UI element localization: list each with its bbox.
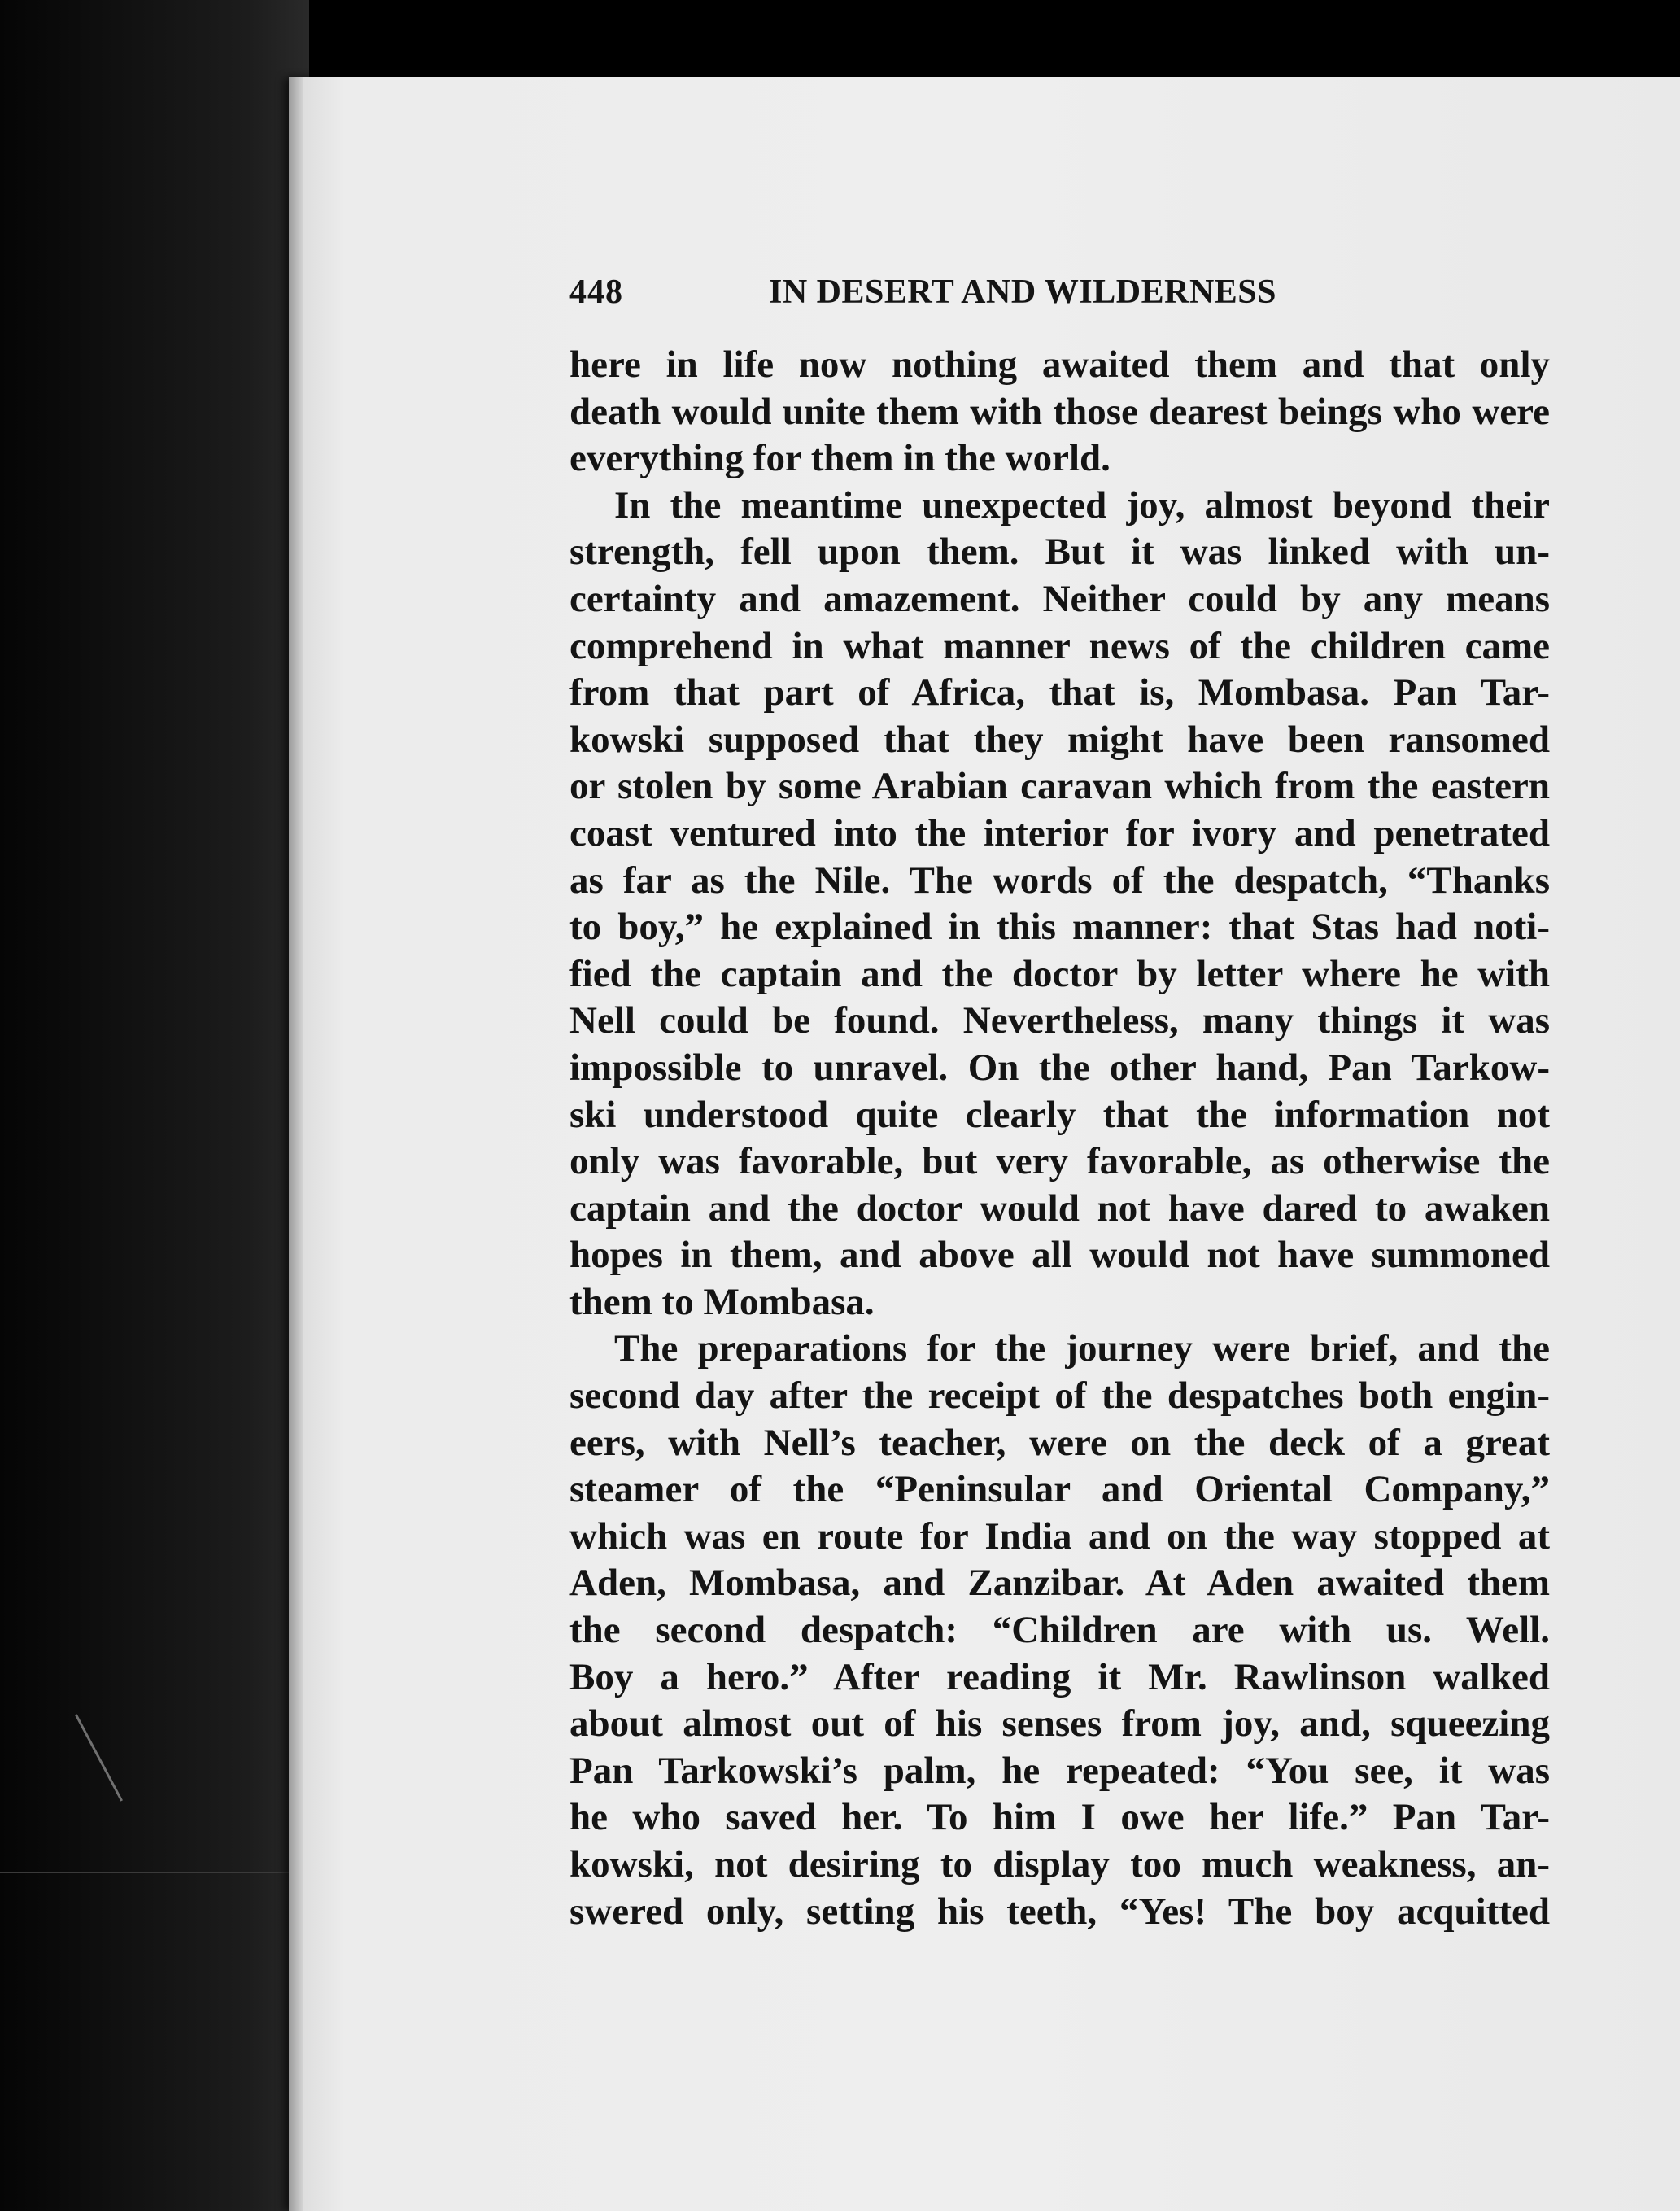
- text-line: Pan Tarkowski’s palm, he repeated: “You see, it was: [569, 1749, 1550, 1792]
- text-line: the second despatch: “Children are with us. Well.: [569, 1609, 1550, 1652]
- page-header: [569, 273, 1550, 321]
- text-line: eers, with Nell’s teacher, were on the deck of a great: [569, 1421, 1550, 1464]
- text-line: steamer of the “Peninsular and Oriental Company,”: [569, 1468, 1550, 1511]
- page-edge-shadow: [289, 77, 303, 2211]
- text-line: comprehend in what manner news of the children came: [569, 624, 1550, 667]
- text-line: as far as the Nile. The words of the despatch, “Thanks: [569, 859, 1550, 902]
- text-line: from that part of Africa, that is, Mombasa. Pan Tar-: [569, 671, 1550, 714]
- text-line: kowski supposed that they might have been ransomed: [569, 718, 1550, 761]
- text-line: In the meantime unexpected joy, almost beyond their: [614, 483, 1550, 527]
- text-line: The preparations for the journey were brief, and the: [614, 1327, 1550, 1370]
- text-line: Boy a hero.” After reading it Mr. Rawlinson walked: [569, 1655, 1550, 1698]
- text-line: to boy,” he explained in this manner: that Stas had noti-: [569, 906, 1550, 949]
- scan-artifact-scratch: [0, 1872, 305, 1873]
- body-text: [569, 342, 1550, 1935]
- text-line: about almost out of his senses from joy, and, squeezing: [569, 1702, 1550, 1746]
- text-line: fied the captain and the doctor by letter where he with: [569, 952, 1550, 995]
- text-line: Aden, Mombasa, and Zanzibar. At Aden awaited them: [569, 1562, 1550, 1605]
- text-line: kowski, not desiring to display too much weakness, an-: [569, 1843, 1550, 1885]
- text-line: everything for them in the world.: [569, 437, 1111, 480]
- text-line: hopes in them, and above all would not have summoned: [569, 1234, 1550, 1277]
- text-line: which was en route for India and on the way stopped at: [569, 1514, 1550, 1558]
- text-line: death would unite them with those dearest beings who were: [569, 390, 1550, 433]
- book-spine-shadow: [0, 0, 309, 2211]
- text-line: certainty and amazement. Neither could by any means: [569, 577, 1550, 620]
- text-line: second day after the receipt of the despatches both engin-: [569, 1374, 1550, 1418]
- text-line: he who saved her. To him I owe her life.” Pan Tar-: [569, 1796, 1550, 1839]
- text-line: swered only, setting his teeth, “Yes! The boy acquitted: [569, 1890, 1550, 1933]
- text-line: impossible to unravel. On the other hand, Pan Tarkow-: [569, 1046, 1550, 1089]
- running-title: IN DESERT AND WILDERNESS: [769, 273, 1277, 311]
- text-line: ski understood quite clearly that the information not: [569, 1093, 1550, 1136]
- text-line: them to Mombasa.: [569, 1280, 875, 1323]
- text-line: captain and the doctor would not have dared to awaken: [569, 1186, 1550, 1230]
- text-line: Nell could be found. Nevertheless, many things it was: [569, 999, 1550, 1042]
- text-line: strength, fell upon them. But it was linked with un-: [569, 531, 1550, 574]
- page-number: 448: [569, 273, 623, 311]
- text-line: coast ventured into the interior for ivory and penetrated: [569, 811, 1550, 854]
- text-line: here in life now nothing awaited them and that only: [569, 343, 1550, 386]
- text-line: or stolen by some Arabian caravan which from the eastern: [569, 765, 1550, 808]
- text-line: only was favorable, but very favorable, as otherwise the: [569, 1140, 1550, 1183]
